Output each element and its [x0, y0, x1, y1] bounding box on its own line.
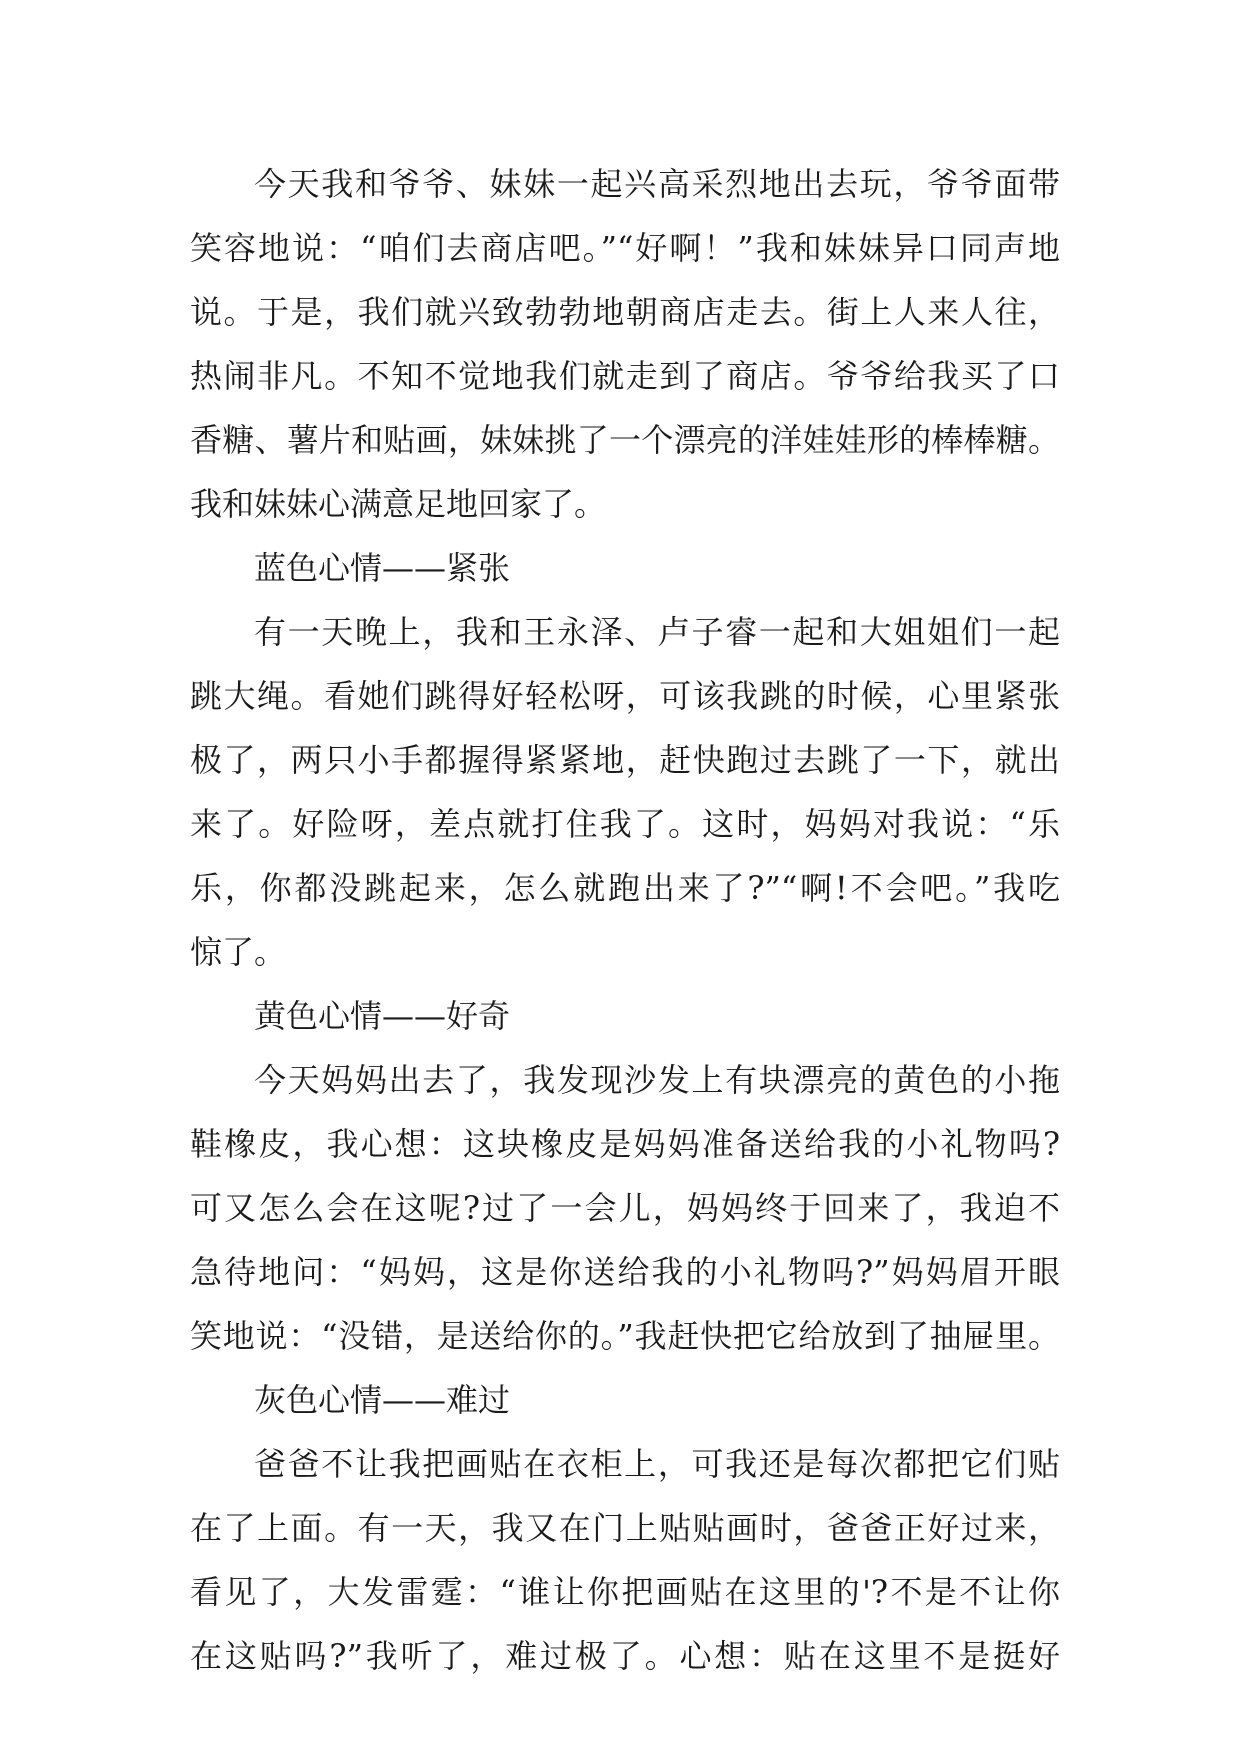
paragraph-grey-outing-line-1: 今天我和爷爷、妹妹一起兴高采烈地出去玩，爷爷面带 [254, 165, 1060, 203]
paragraph-eraser-line-2: 鞋橡皮，我心想：这块橡皮是妈妈准备送给我的小礼物吗? [190, 1125, 1060, 1163]
paragraph-grey-outing-line-4: 热闹非凡。不知不觉地我们就走到了商店。爷爷给我买了口 [190, 357, 1060, 395]
section-heading-blue-mood: 蓝色心情——紧张 [254, 549, 511, 587]
paragraph-stickers-line-4: 在这贴吗?”我听了，难过极了。心想：贴在这里不是挺好 [190, 1637, 1060, 1675]
paragraph-stickers-line-1: 爸爸不让我把画贴在衣柜上，可我还是每次都把它们贴 [254, 1445, 1060, 1483]
document-body [190, 152, 1060, 1688]
paragraph-grey-outing-line-3: 说。于是，我们就兴致勃勃地朝商店走去。街上人来人往， [190, 293, 1060, 331]
paragraph-jump-rope-line-6: 惊了。 [190, 933, 287, 971]
paragraph-jump-rope-line-5: 乐，你都没跳起来，怎么就跑出来了?”“啊!不会吧。”我吃 [190, 869, 1060, 907]
paragraph-jump-rope-line-4: 来了。好险呀，差点就打住我了。这时，妈妈对我说：“乐 [190, 805, 1060, 843]
paragraph-grey-outing-line-2: 笑容地说：“咱们去商店吧。”“好啊！”我和妹妹异口同声地 [190, 229, 1060, 267]
paragraph-stickers-line-3: 看见了，大发雷霆：“谁让你把画贴在这里的'?不是不让你 [190, 1573, 1060, 1611]
paragraph-jump-rope-line-2: 跳大绳。看她们跳得好轻松呀，可该我跳的时候，心里紧张 [190, 677, 1060, 715]
paragraph-grey-outing-line-6: 我和妹妹心满意足地回家了。 [190, 485, 607, 523]
paragraph-eraser-line-3: 可又怎么会在这呢?过了一会儿，妈妈终于回来了，我迫不 [190, 1189, 1060, 1227]
paragraph-eraser-line-4: 急待地问：“妈妈，这是你送给我的小礼物吗?”妈妈眉开眼 [190, 1253, 1060, 1291]
paragraph-stickers-line-2: 在了上面。有一天，我又在门上贴贴画时，爸爸正好过来， [190, 1509, 1060, 1547]
paragraph-eraser-line-5: 笑地说：“没错，是送给你的。”我赶快把它给放到了抽屉里。 [190, 1317, 1060, 1355]
paragraph-jump-rope-line-1: 有一天晚上，我和王永泽、卢子睿一起和大姐姐们一起 [254, 613, 1060, 651]
paragraph-grey-outing-line-5: 香糖、薯片和贴画，妹妹挑了一个漂亮的洋娃娃形的棒棒糖。 [190, 421, 1060, 459]
paragraph-jump-rope-line-3: 极了，两只小手都握得紧紧地，赶快跑过去跳了一下，就出 [190, 741, 1060, 779]
section-heading-yellow-mood: 黄色心情——好奇 [254, 997, 511, 1035]
section-heading-grey-mood: 灰色心情——难过 [254, 1381, 511, 1419]
paragraph-eraser-line-1: 今天妈妈出去了，我发现沙发上有块漂亮的黄色的小拖 [254, 1061, 1060, 1099]
